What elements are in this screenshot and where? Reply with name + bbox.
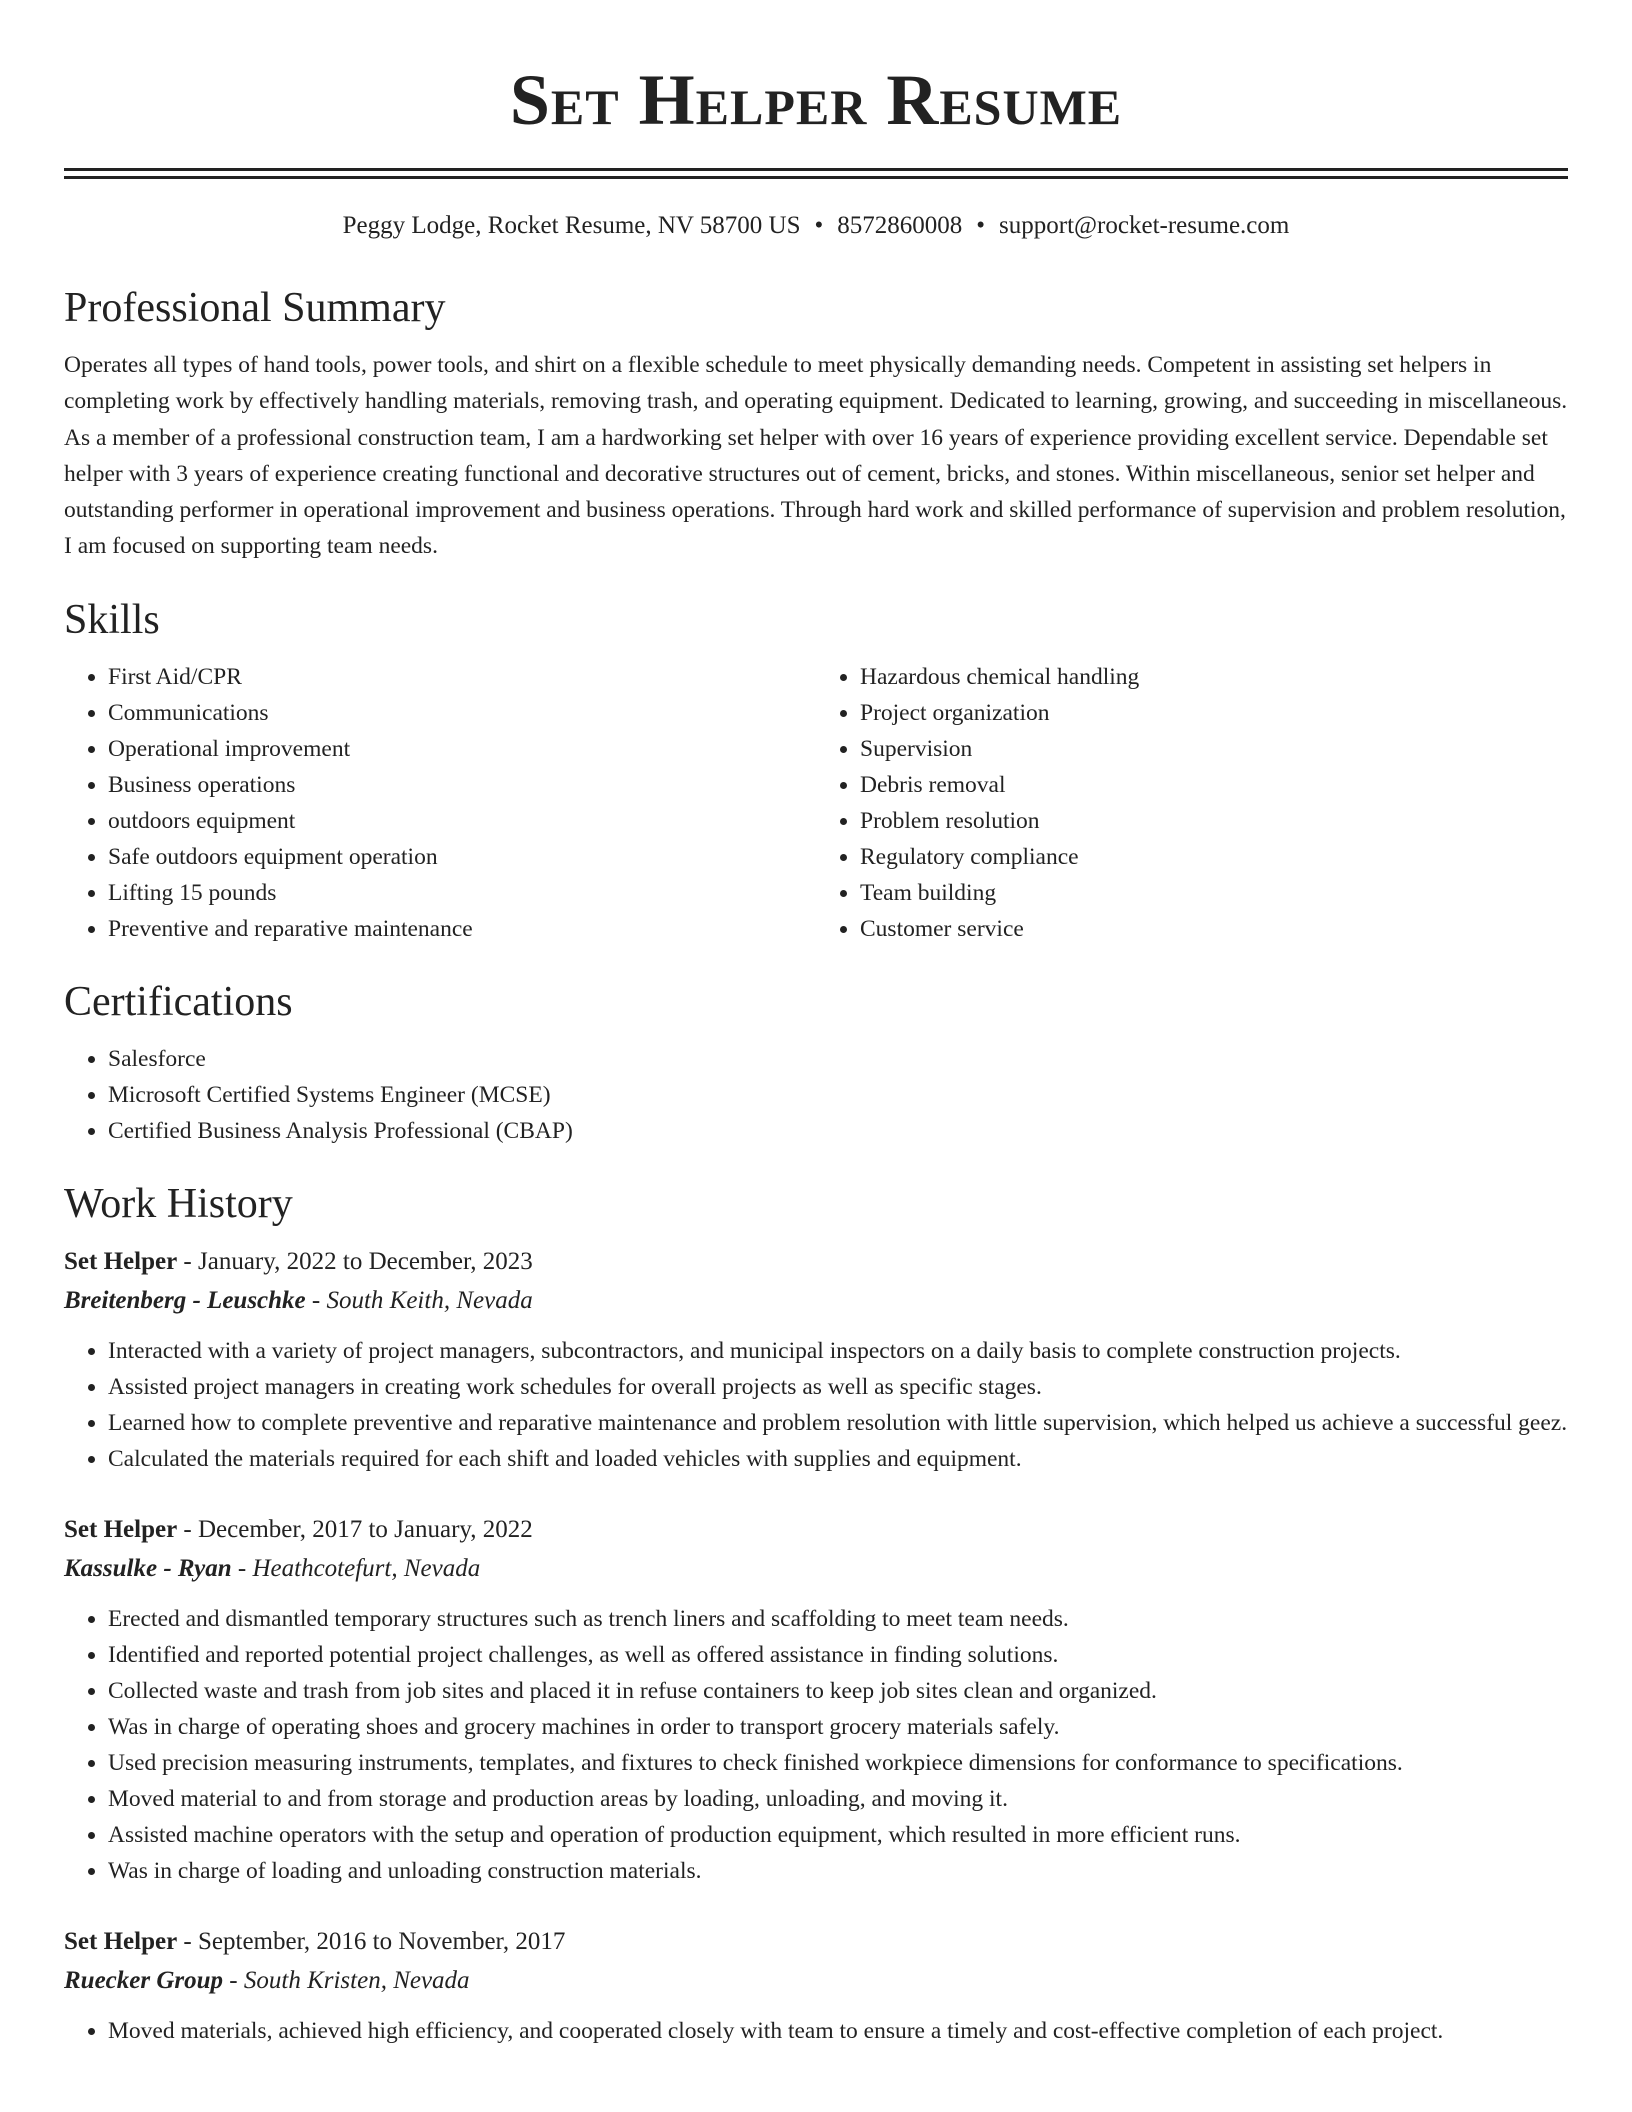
- work-history-heading: Work History: [64, 1180, 293, 1227]
- summary-text: Operates all types of hand tools, power tools, and shirt on a flexible schedule to meet physically demanding needs. Competent in assisting set helpers in completing work by effectively handling materials, removing trash, and operating equipment. Dedicated to learning, growing, and succeeding in miscellaneous. As a member of a professional construction team, I am a hardworking set helper with over 16 years of experience providing excellent service. Dependable set helper with 3 years of experience creating functional and decorative structures out of cement, bricks, and stones. Within miscellaneous, senior set helper and outstanding performer in operational improvement and business operations. Through hard work and skilled performance of supervision and problem resolution, I am focused on supporting team needs.: [64, 352, 1568, 560]
- job-title-line: Set Helper - September, 2016 to November, 2017: [64, 1927, 566, 1955]
- job-dates: December, 2017 to January, 2022: [198, 1515, 533, 1543]
- certifications-section: [64, 977, 1568, 1149]
- job-dates: January, 2022 to December, 2023: [198, 1247, 533, 1275]
- job-duties: [64, 2013, 1568, 2049]
- skill-item: • Supervision: [860, 731, 1568, 767]
- summary-section: [64, 283, 1568, 565]
- skill-item: • Problem resolution: [860, 803, 1568, 839]
- skill-item: • Lifting 15 pounds: [108, 875, 816, 911]
- job-duty: • Assisted project managers in creating work schedules for overall projects as well as specific stages.: [108, 1369, 1568, 1405]
- job-company: Kassulke - Ryan: [64, 1554, 232, 1582]
- skills-columns: [64, 659, 1568, 947]
- job-duty: • Assisted machine operators with the setup and operation of production equipment, which resulted in more efficient runs.: [108, 1817, 1568, 1853]
- resume-title: Set Helper Resume: [509, 60, 1123, 140]
- skill-item: • Regulatory compliance: [860, 839, 1568, 875]
- job-location: South Kristen, Nevada: [243, 1966, 470, 1994]
- job-entry: [64, 1511, 1568, 1889]
- contact-separator: •: [976, 212, 986, 239]
- skill-item: • Team building: [860, 875, 1568, 911]
- certifications-list: [64, 1041, 1568, 1149]
- certification-item: • Microsoft Certified Systems Engineer (MCSE): [108, 1077, 1568, 1113]
- job-duty: • Was in charge of operating shoes and grocery machines in order to transport grocery materials safely.: [108, 1709, 1568, 1745]
- job-duty: • Was in charge of loading and unloading construction materials.: [108, 1853, 1568, 1889]
- work-history-section: [64, 1179, 1568, 2049]
- job-company-line: Breitenberg - Leuschke - South Keith, Nevada: [64, 1286, 533, 1314]
- certifications-heading: Certifications: [64, 978, 293, 1025]
- job-duty: • Calculated the materials required for each shift and loaded vehicles with supplies and equipment.: [108, 1441, 1568, 1477]
- job-entry: [64, 1243, 1568, 1477]
- job-title-line: Set Helper - December, 2017 to January, 2022: [64, 1515, 533, 1543]
- job-company: Ruecker Group: [64, 1966, 224, 1994]
- certification-item: • Salesforce: [108, 1041, 1568, 1077]
- job-duty: • Collected waste and trash from job sites and placed it in refuse containers to keep job sites clean and organized.: [108, 1673, 1568, 1709]
- job-duty: • Erected and dismantled temporary structures such as trench liners and scaffolding to meet team needs.: [108, 1601, 1568, 1637]
- job-duties: [64, 1333, 1568, 1477]
- skill-item: • Customer service: [860, 911, 1568, 947]
- job-role: Set Helper: [64, 1247, 178, 1275]
- certification-item: • Certified Business Analysis Professional (CBAP): [108, 1113, 1568, 1149]
- skill-item: • First Aid/CPR: [108, 659, 816, 695]
- job-company-line: Kassulke - Ryan - Heathcotefurt, Nevada: [64, 1554, 481, 1582]
- skill-item: • Communications: [108, 695, 816, 731]
- contact-address: Peggy Lodge, Rocket Resume, NV 58700 US: [342, 212, 801, 239]
- skills-list-right: [816, 659, 1568, 947]
- job-duty: • Moved material to and from storage and production areas by loading, unloading, and moving it.: [108, 1781, 1568, 1817]
- job-company-line: Ruecker Group - South Kristen, Nevada: [64, 1966, 470, 1994]
- skill-item: • Project organization: [860, 695, 1568, 731]
- skills-section: [64, 595, 1568, 947]
- job-entry: [64, 1923, 1568, 2049]
- skill-item: • Business operations: [108, 767, 816, 803]
- job-role: Set Helper: [64, 1515, 178, 1543]
- job-duties: [64, 1601, 1568, 1889]
- job-company: Breitenberg - Leuschke: [64, 1286, 306, 1314]
- job-location: South Keith, Nevada: [326, 1286, 533, 1314]
- contact-email: support@rocket-resume.com: [999, 212, 1290, 239]
- skill-item: • Hazardous chemical handling: [860, 659, 1568, 695]
- job-dates: September, 2016 to November, 2017: [198, 1927, 566, 1955]
- job-duty: • Used precision measuring instruments, templates, and fixtures to check finished workpiece dimensions for conformance to specifications.: [108, 1745, 1568, 1781]
- contact-separator: •: [814, 212, 824, 239]
- skills-heading: Skills: [64, 596, 160, 643]
- skills-list-left: [64, 659, 816, 947]
- job-duty: • Learned how to complete preventive and reparative maintenance and problem resolution with little supervision, which helped us achieve a successful geez.: [108, 1405, 1568, 1441]
- contact-phone: 8572860008: [837, 212, 963, 239]
- summary-heading: Professional Summary: [64, 285, 446, 331]
- title-divider: [64, 168, 1568, 179]
- skill-item: • Preventive and reparative maintenance: [108, 911, 816, 947]
- job-role: Set Helper: [64, 1927, 178, 1955]
- skill-item: • outdoors equipment: [108, 803, 816, 839]
- job-location: Heathcotefurt, Nevada: [252, 1554, 481, 1582]
- skill-item: • Debris removal: [860, 767, 1568, 803]
- job-title-line: Set Helper - January, 2022 to December, 2023: [64, 1247, 533, 1275]
- job-duty: • Identified and reported potential project challenges, as well as offered assistance in finding solutions.: [108, 1637, 1568, 1673]
- contact-info: [64, 209, 1568, 243]
- skill-item: • Operational improvement: [108, 731, 816, 767]
- job-duty: • Interacted with a variety of project managers, subcontractors, and municipal inspectors on a daily basis to complete construction projects.: [108, 1333, 1568, 1369]
- job-duty: • Moved materials, achieved high efficiency, and cooperated closely with team to ensure a timely and cost-effective completion of each project.: [108, 2013, 1568, 2049]
- skill-item: • Safe outdoors equipment operation: [108, 839, 816, 875]
